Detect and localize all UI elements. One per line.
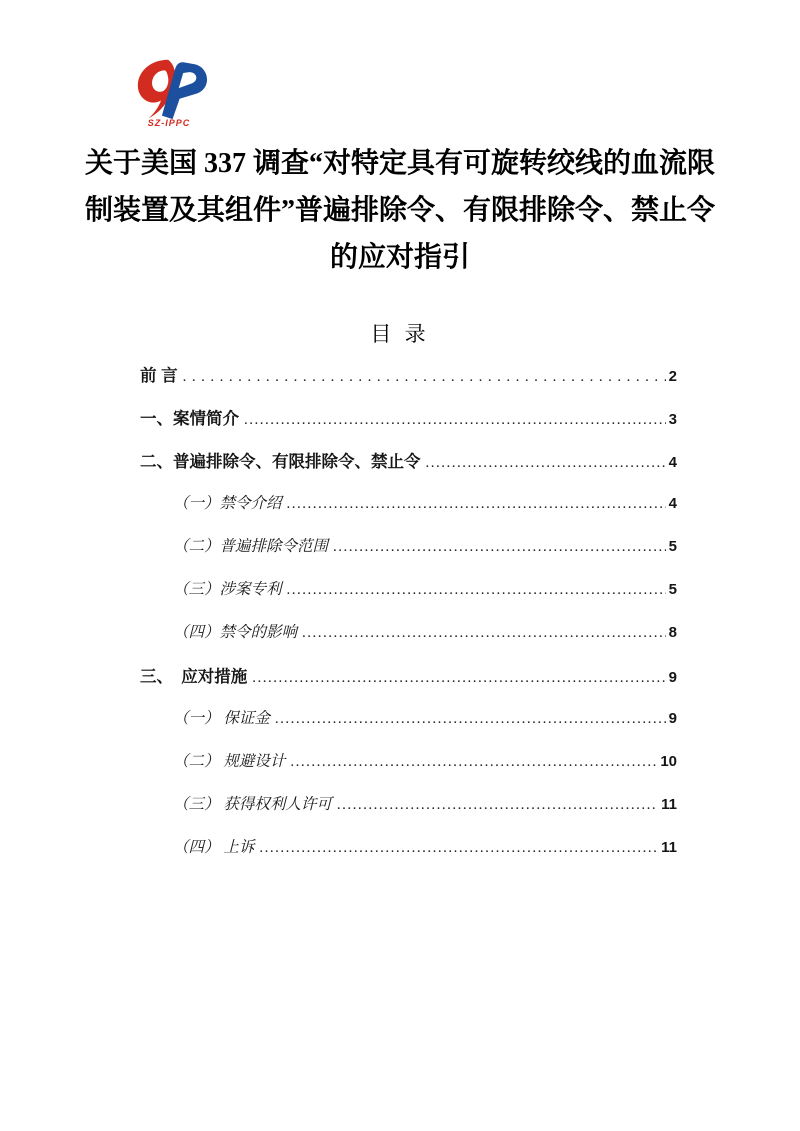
toc-entry[interactable]: [140, 362, 677, 405]
toc-leader-dots: [337, 796, 658, 814]
toc-leader-dots: [183, 368, 666, 386]
toc-entry[interactable]: [140, 792, 677, 835]
toc-leader-dots: [287, 495, 666, 513]
toc-entry-page: 8: [668, 624, 677, 641]
toc-entry[interactable]: [140, 663, 677, 706]
toc-entry-page: 2: [668, 368, 677, 385]
toc-entry-page: 9: [668, 710, 677, 727]
toc-entry-label: 三、 应对措施: [140, 668, 248, 686]
logo-icon: [128, 58, 210, 120]
logo: [126, 58, 212, 128]
toc-leader-dots: [287, 581, 666, 599]
toc-entry-label: （一）禁令介绍: [173, 495, 282, 512]
toc-leader-dots: [426, 454, 666, 472]
toc-entry[interactable]: [140, 749, 677, 792]
toc-entry[interactable]: [140, 491, 677, 534]
toc-entry-label: 二、普遍排除令、有限排除令、禁止令: [140, 453, 421, 471]
document-title: [0, 0, 800, 281]
logo-text: SZ-IPPC: [147, 118, 191, 128]
toc-entry[interactable]: [140, 534, 677, 577]
toc-entry-label: （一） 保证金: [173, 710, 270, 727]
toc-entry-page: 5: [668, 538, 677, 555]
toc-entry[interactable]: [140, 405, 677, 448]
toc-leader-dots: [252, 669, 665, 687]
toc-entry[interactable]: [140, 620, 677, 663]
toc-leader-dots: [302, 624, 666, 642]
toc-entry-label: 前 言: [140, 367, 178, 385]
toc-entry-label: 一、案情简介: [140, 410, 239, 428]
toc-entry-label: （三）涉案专利: [173, 581, 282, 598]
title-line-3: 的应对指引: [329, 242, 470, 273]
toc-entry-page: 10: [660, 753, 677, 770]
toc-entry-label: （四） 上诉: [173, 839, 255, 856]
toc-entry-page: 4: [668, 454, 677, 471]
toc-leader-dots: [275, 710, 666, 728]
title-line-1: 关于美国 337 调查“对特定具有可旋转绞线的血流限: [84, 148, 715, 179]
toc-leader-dots: [290, 753, 657, 771]
toc-leader-dots: [244, 411, 666, 429]
toc-entry-page: 9: [668, 669, 677, 686]
toc-entry-page: 5: [668, 581, 677, 598]
toc-entry-page: 4: [668, 495, 677, 512]
toc-entry-label: （二） 规避设计: [173, 753, 286, 770]
toc-entry-label: （三） 获得权利人许可: [173, 796, 332, 813]
toc-entry-page: 3: [668, 411, 677, 428]
toc-entry-page: 11: [661, 796, 677, 813]
toc-heading: 目 录: [370, 322, 430, 346]
toc-entry-page: 11: [661, 839, 677, 856]
toc-leader-dots: [333, 538, 666, 556]
toc-entry[interactable]: [140, 448, 677, 491]
toc-entry[interactable]: [140, 577, 677, 620]
toc-entry-label: （二）普遍排除令范围: [173, 538, 329, 555]
toc-entry[interactable]: [140, 835, 677, 878]
table-of-contents: [140, 362, 677, 878]
toc-entry[interactable]: [140, 706, 677, 749]
title-line-2: 制装置及其组件”普遍排除令、有限排除令、禁止令: [84, 195, 715, 226]
toc-entry-label: （四）禁令的影响: [173, 624, 298, 641]
toc-leader-dots: [259, 839, 658, 857]
